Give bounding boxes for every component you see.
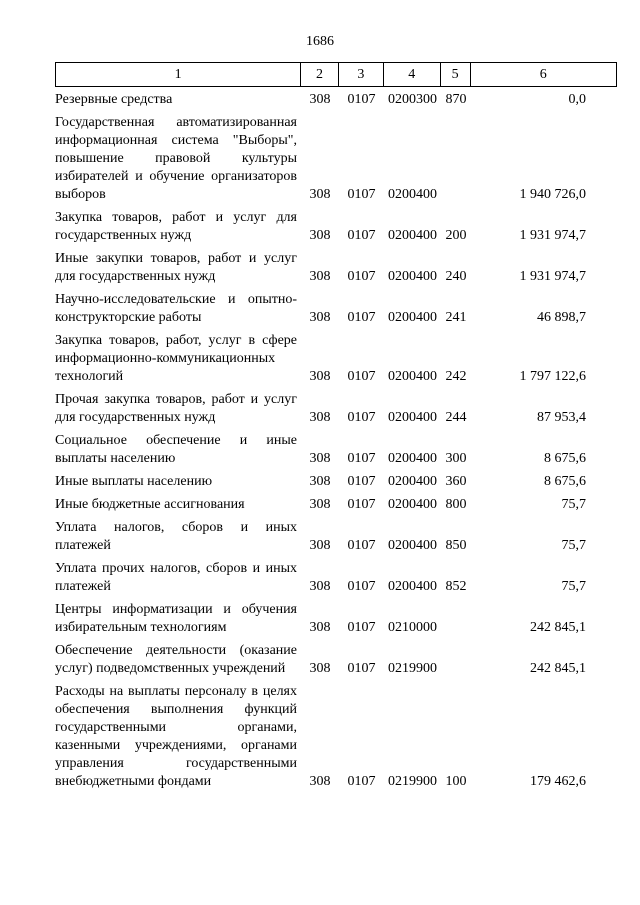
row-section-code: 308 [309,187,331,202]
row-section-code: 308 [309,774,331,789]
row-subsection-code: 0107 [347,538,376,553]
table-row [55,291,617,327]
row-subsection-code: 0107 [347,228,376,243]
table-row [55,209,617,245]
table-row [55,519,617,555]
row-expense-type: 360 [445,474,467,489]
row-target-code: 0200400 [388,451,437,466]
row-expense-type: 200 [445,228,467,243]
row-section-code: 308 [309,228,331,243]
table-row [55,601,617,637]
row-subsection-code: 0107 [347,369,376,384]
row-subsection-code: 0107 [347,774,376,789]
row-section-code: 308 [309,310,331,325]
row-target-code: 0200400 [388,228,437,243]
row-name: Иные закупки товаров, работ и услуг для государственных нужд [55,251,297,284]
table-row [55,560,617,596]
table-row [55,391,617,427]
row-name: Резервные средства [55,92,173,107]
row-target-code: 0200400 [388,538,437,553]
row-name: Центры информатизации и обучения избирательным технологиям [55,602,297,635]
header-col-3: 3 [339,63,384,86]
row-section-code: 308 [309,269,331,284]
row-section-code: 308 [309,497,331,512]
row-subsection-code: 0107 [347,310,376,325]
row-target-code: 0200400 [388,269,437,284]
row-subsection-code: 0107 [347,187,376,202]
row-expense-type: 300 [445,451,467,466]
row-target-code: 0200400 [388,187,437,202]
table-row [55,332,617,386]
row-amount: 75,7 [561,497,586,512]
row-amount: 0,0 [568,92,586,107]
row-amount: 75,7 [561,579,586,594]
row-expense-type: 241 [445,310,467,325]
row-section-code: 308 [309,451,331,466]
row-target-code: 0200400 [388,310,437,325]
row-amount: 1 940 726,0 [519,187,586,202]
row-subsection-code: 0107 [347,620,376,635]
row-amount: 242 845,1 [530,661,586,676]
row-section-code: 308 [309,369,331,384]
row-target-code: 0200300 [388,92,437,107]
table-row [55,114,617,204]
row-amount: 75,7 [561,538,586,553]
row-target-code: 0200400 [388,369,437,384]
row-name: Закупка товаров, работ, услуг в сфере информационно-коммуникационных технологий [55,333,297,384]
row-target-code: 0210000 [388,620,437,635]
row-name: Иные бюджетные ассигнования [55,497,245,512]
table-row [55,473,617,491]
row-expense-type: 852 [445,579,467,594]
table-row [55,642,617,678]
row-name: Научно-исследовательские и опытно-конструкторские работы [55,292,297,325]
page-number: 1686 [306,34,334,49]
row-amount: 87 953,4 [537,410,586,425]
row-amount: 179 462,6 [530,774,586,789]
row-expense-type: 240 [445,269,467,284]
row-amount: 242 845,1 [530,620,586,635]
row-target-code: 0200400 [388,410,437,425]
header-col-5: 5 [441,63,471,86]
row-target-code: 0219900 [388,661,437,676]
row-expense-type: 244 [445,410,467,425]
row-expense-type: 100 [445,774,467,789]
table-header [55,62,617,87]
row-amount: 8 675,6 [544,474,586,489]
row-section-code: 308 [309,620,331,635]
table-row [55,432,617,468]
row-name: Иные выплаты населению [55,474,213,489]
row-target-code: 0200400 [388,497,437,512]
row-subsection-code: 0107 [347,410,376,425]
row-target-code: 0200400 [388,579,437,594]
row-amount: 8 675,6 [544,451,586,466]
table-row [55,91,617,109]
row-expense-type: 850 [445,538,467,553]
table-body [55,91,617,796]
row-expense-type: 870 [445,92,467,107]
row-subsection-code: 0107 [347,92,376,107]
header-col-2: 2 [301,63,339,86]
row-section-code: 308 [309,579,331,594]
row-target-code: 0219900 [388,774,437,789]
row-amount: 46 898,7 [537,310,586,325]
row-name: Закупка товаров, работ и услуг для государственных нужд [55,210,297,243]
row-section-code: 308 [309,474,331,489]
row-name: Расходы на выплаты персоналу в целях обеспечения выполнения функций государственными органами, казенными учреждениями, органами управления государственными внебюджетными фондами [55,684,297,789]
row-subsection-code: 0107 [347,579,376,594]
header-col-6: 6 [539,67,547,82]
row-section-code: 308 [309,410,331,425]
row-subsection-code: 0107 [347,269,376,284]
row-amount: 1 797 122,6 [519,369,586,384]
row-name: Уплата прочих налогов, сборов и иных платежей [55,561,297,594]
row-name: Социальное обеспечение и иные выплаты населению [55,433,297,466]
header-col-1: 1 [56,63,301,86]
table-row [55,496,617,514]
row-subsection-code: 0107 [347,451,376,466]
table-row [55,250,617,286]
header-col-4: 4 [384,63,441,86]
row-name: Обеспечение деятельности (оказание услуг) подведомственных учреждений [55,643,297,676]
row-section-code: 308 [309,92,331,107]
row-subsection-code: 0107 [347,661,376,676]
table-row [55,683,617,791]
row-name: Государственная автоматизированная информационная система "Выборы", повышение правовой культуры избирателей и обучение организаторов выборов [55,115,297,202]
row-amount: 1 931 974,7 [519,228,586,243]
row-expense-type: 242 [445,369,467,384]
row-subsection-code: 0107 [347,474,376,489]
row-expense-type: 800 [445,497,467,512]
row-subsection-code: 0107 [347,497,376,512]
row-target-code: 0200400 [388,474,437,489]
row-section-code: 308 [309,661,331,676]
row-name: Прочая закупка товаров, работ и услуг для государственных нужд [55,392,297,425]
row-amount: 1 931 974,7 [519,269,586,284]
row-name: Уплата налогов, сборов и иных платежей [55,520,297,553]
row-section-code: 308 [309,538,331,553]
